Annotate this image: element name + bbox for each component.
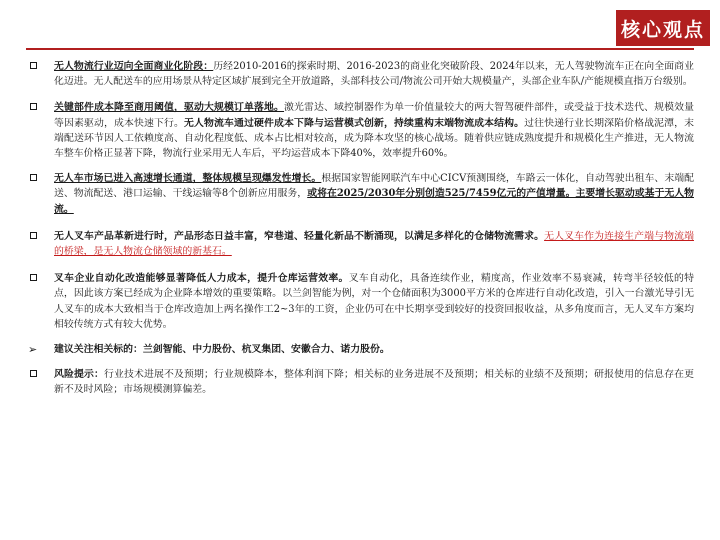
point-emphasis: 或将在2025/2030年分别创造525/7459亿元的产值增量。主要增长驱动或基于无人物流。 <box>54 188 694 215</box>
point-commercialization <box>26 59 694 89</box>
point-body: 历经2010-2016的探索时期、2016-2023的商业化突破阶段、2024年以来，无人驾驶物流车正在向全面商业化迈进。无人配送车的应用场景从特定区域扩展到完全开放道路，头部科技公司/物流公司开始大规模量产，头部企业车队/产能规模直指万台级别。 <box>54 61 694 88</box>
square-bullet-icon <box>30 62 37 69</box>
square-bullet-icon <box>30 103 37 110</box>
point-market-growth <box>26 171 694 217</box>
point-lead: 风险提示： <box>54 369 105 381</box>
square-bullet-icon <box>30 232 37 239</box>
section-badge: 核心观点 <box>616 10 710 46</box>
point-recommended-stocks <box>26 342 694 357</box>
square-bullet-icon <box>30 174 37 181</box>
point-lead: 叉车企业自动化改造能够显著降低人力成本，提升仓库运营效率。 <box>54 273 349 285</box>
point-lead: 无人叉车产品革新进行时，产品形态日益丰富，窄巷道、轻量化新品不断涌现，以满足多样化的仓储物流需求。 <box>54 230 545 242</box>
point-lead: 无人物流行业迈向全面商业化阶段： <box>54 61 214 72</box>
point-body: 激光雷达、域控制器作为单一价值量较大的两大智驾硬件部件，或受益于技术迭代、规模效量等因素驱动，成本快速下行。 <box>54 102 694 129</box>
point-forklift-innovation <box>26 229 694 259</box>
point-body-continued: 过往快递行业长期深陷价格战泥潭，末端配送环节因人工依赖度高、自动化程度低、成本占比相对较高，成为降本攻坚的核心战场。随着供应链成熟度提升和规模化生产推进，无人物流车整车价格正显著下降，物流行业采用无人车后，平均运营成本下降40%，效率提升60%。 <box>54 117 694 160</box>
point-forklift-automation <box>26 271 694 332</box>
square-bullet-icon <box>30 274 37 281</box>
point-lead: 无人车市场已进入高速增长通道，整体规模呈现爆发性增长。 <box>54 173 322 185</box>
arrow-bullet-icon: ➢ <box>28 343 38 357</box>
point-emphasis: 无人物流车通过硬件成本下降与运营模式创新，持续重构末端物流成本结构。 <box>184 117 525 129</box>
point-lead: 建议关注相关标的：兰剑智能、中力股份、杭叉集团、安徽合力、诺力股份。 <box>54 344 390 356</box>
header-divider <box>26 48 694 50</box>
square-bullet-icon <box>30 370 37 377</box>
point-body: 叉车自动化，具备连续作业，精度高，作业效率不易衰减，转弯半径较低的特点，因此该方案已经成为企业降本增效的重要策略。以兰剑智能为例，对一个仓储面积为3000平方米的仓库进行自动化改造，引入一台激光导引无人叉车的成本大致相当于仓库改造加上两名操作工2~3年的工资，企业仍可在中长期享受到较好的投资回报收益，从多角度而言，无人叉车方案均相较传统方式有较大优势。 <box>54 273 694 330</box>
point-cost-threshold <box>26 100 694 161</box>
point-lead: 关键部件成本降至商用阈值，驱动大规模订单落地。 <box>54 102 285 114</box>
key-points-list <box>26 54 694 398</box>
point-highlight: 无人叉车作为连接生产端与物流端的桥梁，是无人物流仓储领域的新基石。 <box>54 230 694 258</box>
point-body: 根据国家智能网联汽车中心CICV预测围绕，车路云一体化，自动驾驶出租车、末端配送、物流配送、港口运输、干线运输等8个创新应用服务， <box>54 173 694 200</box>
point-risk-warning <box>26 367 694 397</box>
point-body: 行业技术进展不及预期；行业规模降本，整体利润下降；相关标的业务进展不及预期；相关标的业绩不及预期；研报使用的信息存在更新不及时风险；市场规模测算偏差。 <box>54 369 694 396</box>
